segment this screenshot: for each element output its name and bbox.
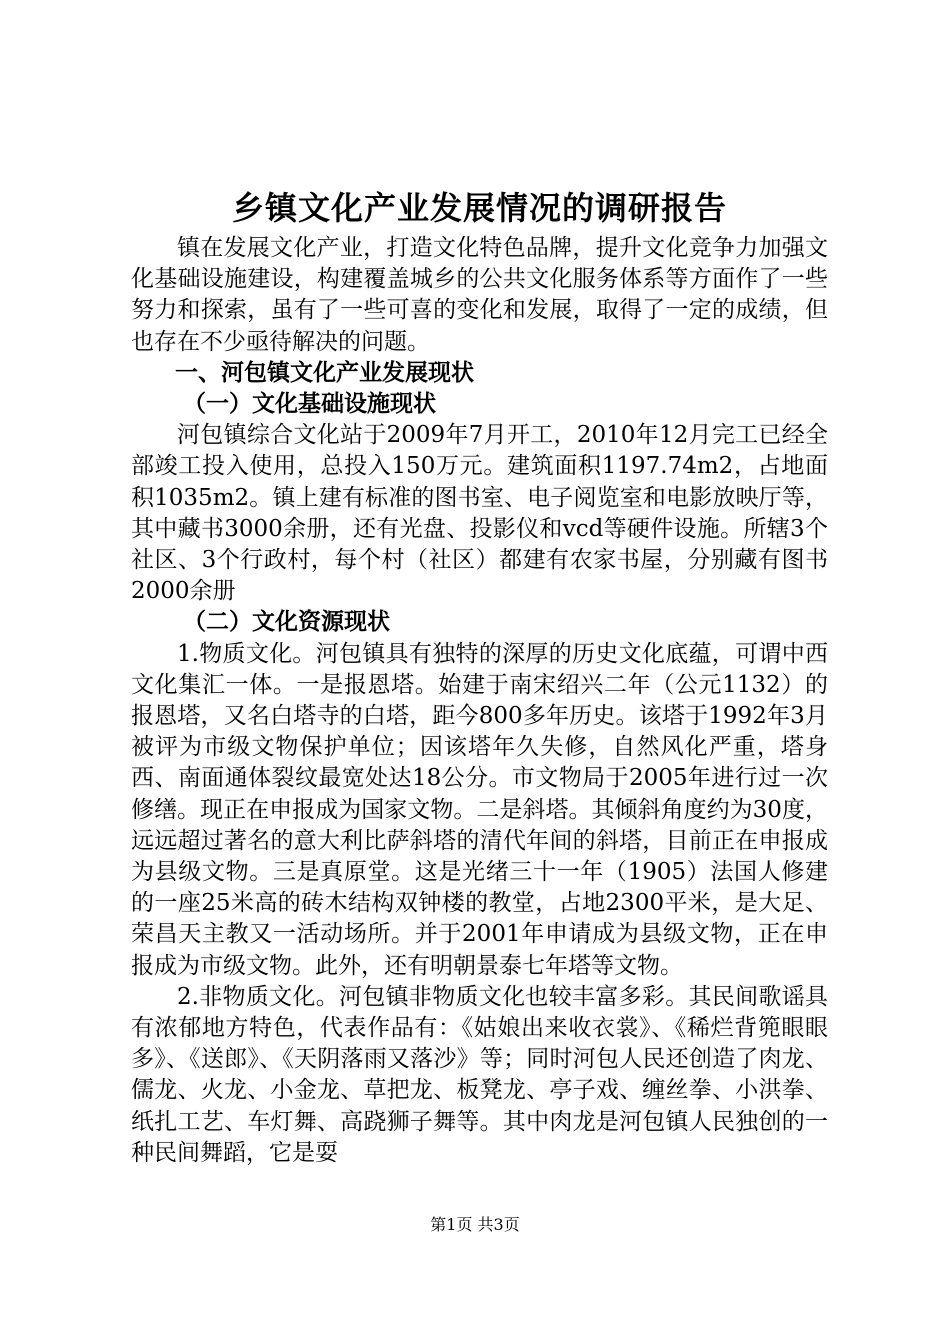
page-footer: 第1页 共3页 xyxy=(430,1215,520,1234)
material-culture-paragraph: 1.物质文化。河包镇具有独特的深厚的历史文化底蕴，可谓中西文化集汇一体。一是报恩塔。始建于南宋绍兴二年（公元1132）的报恩塔，又名白塔寺的白塔，距今800多年历史。该塔于1992年3月被评为市级文物保护单位；因该塔年久失修，自然风化严重，塔身西、南面通体裂纹最宽处达18公分。市文物局于2005年进行过一次修缮。现正在申报成为国家文物。二是斜塔。其倾斜角度约为30度，远远超过著名的意大利比萨斜塔的清代年间的斜塔，目前正在申报成为县级文物。三是真原堂。这是光绪三十一年（1905）法国人修建的一座25米高的砖木结构双钟楼的教堂，占地2300平米，是大足、荣昌天主教又一活动场所。并于2001年申请成为县级文物，正在申报成为市级文物。此外，还有明朝景泰七年塔等文物。 xyxy=(131,640,828,979)
intro-paragraph: 镇在发展文化产业，打造文化特色品牌，提升文化竞争力加强文化基础设施建设，构建覆盖城乡的公共文化服务体系等方面作了一些努力和探索，虽有了一些可喜的变化和发展，取得了一定的成绩，但也存在不少亟待解决的问题。 xyxy=(131,235,828,355)
document-body xyxy=(131,233,828,1169)
subsection-heading-2: （二）文化资源现状 xyxy=(183,609,390,636)
intangible-culture-paragraph: 2.非物质文化。河包镇非物质文化也较丰富多彩。其民间歌谣具有浓郁地方特色，代表作品有：《姑娘出来收衣裳》、《稀烂背篼眼眼多》、《送郎》、《天阴落雨又落沙》等；同时河包人民还创造了肉龙、儒龙、火龙、小金龙、草把龙、板凳龙、亭子戏、缠丝拳、小洪拳、纸扎工艺、车灯舞、高跷狮子舞等。其中肉龙是河包镇人民独创的一种民间舞蹈，它是耍 xyxy=(131,983,828,1166)
subsection-heading-1: （一）文化基础设施现状 xyxy=(183,391,436,418)
infrastructure-paragraph: 河包镇综合文化站于2009年7月开工，2010年12月完工已经全部竣工投入使用，总投入150万元。建筑面积1197.74m2，占地面积1035m2。镇上建有标准的图书室、电子阅览室和电影放映厅等，其中藏书3000余册，还有光盘、投影仪和vcd等硬件设施。所辖3个社区、3个行政村，每个村（社区）都建有农家书屋，分别藏有图书2000余册 xyxy=(131,422,828,605)
document-title: 乡镇文化产业发展情况的调研报告 xyxy=(231,189,727,227)
section-heading-1: 一、河包镇文化产业发展现状 xyxy=(175,359,474,386)
